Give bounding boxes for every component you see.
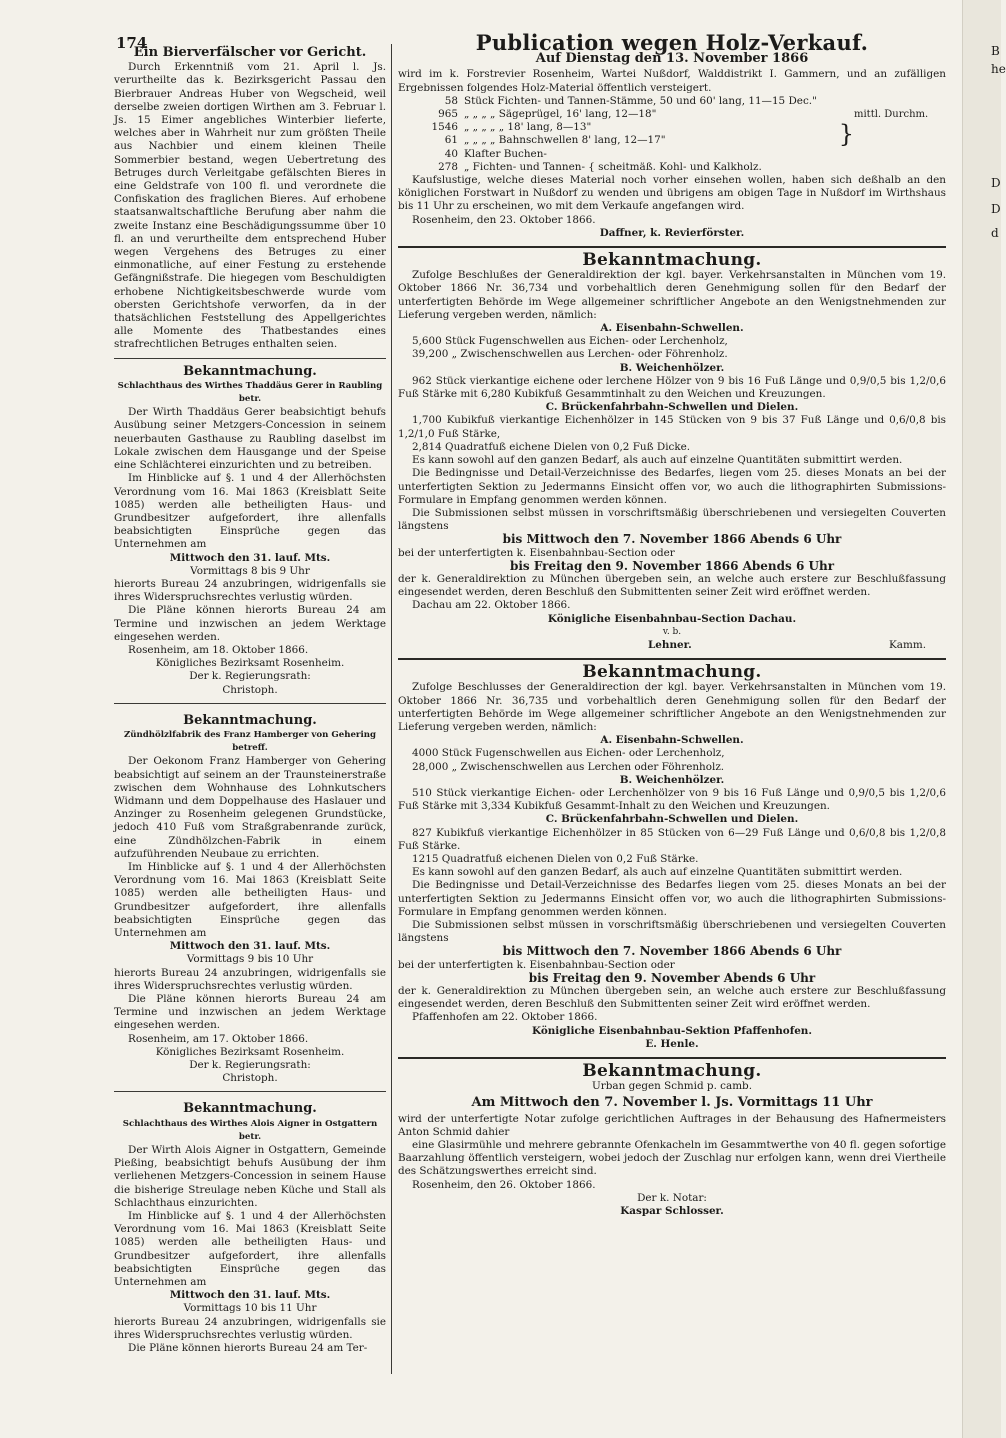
notice-office: Königliches Bezirksamt Rosenheim.: [155, 1045, 345, 1058]
section-heading: B. Weichenhölzer.: [619, 773, 725, 786]
auction-signature: Daffner, k. Revierförster.: [599, 226, 745, 239]
section-heading: C. Brückenfahrbahn-Schwellen und Dielen.: [545, 401, 799, 414]
item-line: 1,700 Kubikfuß vierkantige Eichenhölzer in 145 Stücken von 9 bis 37 Fuß Länge und 0,6/0,8 bis 1,2/1,0 Fuß Stärke,: [398, 414, 946, 440]
divider: [114, 358, 386, 359]
notice-intro: Zufolge Beschlußes der Generaldirektion der kgl. bayer. Verkehrsanstalten in München vom 19. Oktober 1866 Nr. 36,734 und vorbehaltlich deren Genehmigung sollen für den Bedarf der unterfertigten Behörde im Wege allgemeiner schriftlicher Angebote an den Wenigstnehmenden zur Lieferung vergeben werden, nämlich:: [398, 269, 946, 321]
notice-text: bei der unterfertigten k. Eisenbahnbau-Section oder: [398, 958, 675, 971]
divider: [398, 1057, 946, 1059]
item-line: 962 Stück vierkantige eichene oder lerchene Hölzer von 9 bis 16 Fuß Länge und 0,9/0,5 bis 1,2/0,6 Fuß Stärke mit 6,280 Kubikfuß Gesammtinhalt zu den Weichen und Kreuzungen.: [398, 374, 946, 401]
auction-text: Kaufslustige, welche dieses Material noch vorher einsehen wollen, haben sich deßhalb an den königlichen Forstwart in Nußdorf zu wenden und übrigens am obigen Tage in Nußdorf im Wirthshaus bis 11 Uhr zu erscheinen, wo mit dem Verkaufe angefangen wird.: [398, 174, 946, 213]
notice-date: Mittwoch den 31. lauf. Mts.: [169, 1289, 331, 1302]
item-line: 39,200 „ Zwischenschwellen aus Lerchen- oder Föhrenholz.: [412, 348, 728, 361]
publication-title: Publication wegen Holz-Verkauf.: [475, 30, 869, 55]
auction-place: Rosenheim, den 23. Oktober 1866.: [412, 213, 596, 226]
timber-row: 965 „ „ „ „ Sägeprügel, 16' lang, 12—18": [438, 108, 657, 121]
notice-text: Die Submissionen selbst müssen in vorschriftsmäßig überschriebenen und versiegelten Couverten längstens: [398, 919, 946, 945]
edge-letter: D: [991, 202, 1001, 216]
signature: E. Henle.: [645, 1037, 699, 1050]
notice-text: Die Pläne können hierorts Bureau 24 am Ter-: [128, 1342, 368, 1355]
edge-letter: D: [991, 176, 1001, 190]
notice-text: Der Oekonom Franz Hamberger von Gehering beabsichtigt auf seinem an der Traunsteinerstraße zwischen dem Wohnhause des Lohnkutschers Widmann und dem Doppelhause des Haslauer und Anzinger zu Rosenheim gelegenen Grundstücke, jedoch 410 Fuß vom Straßgrabenrande zurück, eine Zündhölzchen-Fabrik in einem aufzuführenden Neubaue zu errichten.: [114, 755, 386, 860]
item-line: 4000 Stück Fugenschwellen aus Eichen- oder Lerchenholz,: [412, 747, 725, 760]
section-heading: C. Brückenfahrbahn-Schwellen und Dielen.: [545, 813, 799, 826]
notice-text: hierorts Bureau 24 anzubringen, widrigenfalls sie ihres Widerspruchsrechtes verlustig würden.: [114, 577, 386, 604]
signature-row: [398, 639, 946, 652]
notice-office: Königliches Bezirksamt Rosenheim.: [155, 657, 345, 670]
notice-text: Die Pläne können hierorts Bureau 24 am Termine und inzwischen an jedem Werktage eingesehen werden.: [114, 604, 386, 643]
timber-list: [398, 95, 946, 174]
notice-text: bei der unterfertigten k. Eisenbahnbau-Section oder: [398, 546, 675, 559]
notice-office: Königliche Eisenbahnbau-Section Dachau.: [547, 612, 797, 625]
divider: [114, 703, 386, 704]
divider: [398, 658, 946, 660]
notice-office: Königliche Eisenbahnbau-Sektion Pfaffenhofen.: [532, 1024, 812, 1037]
notice-text: Die Pläne können hierorts Bureau 24 am Termine und inzwischen an jedem Werktage eingesehen werden.: [114, 993, 386, 1032]
divider: [114, 1091, 386, 1092]
item-line: 1215 Quadratfuß eichenen Dielen von 0,2 Fuß Stärke.: [412, 852, 699, 865]
timber-row: 1546 „ „ „ „ „ 18' lang, 8—13": [431, 121, 592, 134]
deadline-2: bis Freitag den 9. November Abends 6 Uhr: [528, 970, 816, 985]
notice-time: Vormittags 8 bis 9 Uhr: [190, 564, 310, 577]
notice-date: Mittwoch den 31. lauf. Mts.: [169, 940, 331, 953]
notice-place: Pfaffenhofen am 22. Oktober 1866.: [412, 1011, 598, 1024]
notice-title: Bekanntmachung.: [582, 250, 762, 271]
right-column: [398, 30, 946, 1218]
notice-title: Bekanntmachung.: [183, 363, 317, 379]
notice-time: Vormittags 9 bis 10 Uhr: [186, 953, 314, 966]
signature: Kaspar Schlosser.: [620, 1205, 724, 1218]
auction-date: Am Mittwoch den 7. November l. Js. Vormittags 11 Uhr: [471, 1095, 873, 1111]
adjacent-page-edge: [962, 0, 1006, 1438]
notice-time: Vormittags 10 bis 11 Uhr: [183, 1302, 317, 1315]
notice-title: Bekanntmachung.: [183, 1101, 317, 1117]
item-line: 2,814 Quadratfuß eichene Dielen von 0,2 Fuß Dicke.: [412, 440, 691, 453]
notice-text: Es kann sowohl auf den ganzen Bedarf, als auch auf einzelne Quantitäten submittirt werden.: [412, 454, 903, 467]
notice-title: Bekanntmachung.: [582, 662, 762, 683]
timber-row: 61 „ „ „ „ Bahnschwellen 8' lang, 12—17": [444, 134, 666, 147]
divider: [398, 246, 946, 248]
notice-text: der k. Generaldirektion zu München übergeben sein, an welche auch erstere zur Beschlußfassung eingesendet werden, deren Beschluß den Submittenten seiner Zeit wird eröffnet werden.: [398, 572, 946, 599]
notice-text: Die Bedingnisse und Detail-Verzeichnisse des Bedarfes, liegen vom 25. dieses Monats an bei der unterfertigten Sektion zu Jedermanns Einsicht offen vor, wo auch die lithographirten Submissions-Formulare in Empfang genommen werden können.: [398, 467, 946, 506]
edge-letter: he: [991, 62, 1006, 76]
notice-text: hierorts Bureau 24 anzubringen, widrigenfalls sie ihres Widerspruchsrechtes verlustig würden.: [114, 1315, 386, 1341]
notice-subtitle: Zündhölzlfabrik des Franz Hamberger von Gehering betreff.: [124, 729, 376, 754]
item-line: 510 Stück vierkantige Eichen- oder Lerchenhölzer von 9 bis 16 Fuß Länge und 0,9/0,5 bis 1,2/0,6 Fuß Stärke mit 3,334 Kubikfuß Gesammt-Inhalt zu den Weichen und Kreuzungen.: [398, 786, 946, 813]
notice-signature: Christoph.: [222, 683, 278, 696]
item-line: 5,600 Stück Fugenschwellen aus Eichen- oder Lerchenholz,: [412, 335, 728, 348]
notice-vb: v. b.: [662, 626, 682, 637]
notice-text: hierorts Bureau 24 anzubringen, widrigenfalls sie ihres Widerspruchsrechtes verlustig würden.: [114, 966, 386, 992]
section-heading: A. Eisenbahn-Schwellen.: [600, 322, 744, 335]
item-line: 827 Kubikfuß vierkantige Eichenhölzer in 85 Stücken von 6—29 Fuß Länge und 0,6/0,8 bis 1,2/0,8 Fuß Stärke.: [398, 826, 946, 852]
notice-date: Mittwoch den 31. lauf. Mts.: [169, 551, 331, 564]
auction-date: Auf Dienstag den 13. November 1866: [535, 51, 809, 67]
timber-row: 40 Klafter Buchen-: [444, 147, 547, 160]
notice-title: Bekanntmachung.: [582, 1061, 762, 1082]
notice-text: eine Glasirmühle und mehrere gebrannte Ofenkacheln im Gesammtwerthe von 40 fl. gegen sofortige Baarzahlung öffentlich versteigern, wobei jedoch der Zuschlag nur erfolgen kann, wenn drei Viertheile des Schätzungswerthes erreicht sind.: [398, 1139, 946, 1178]
deadline-2: bis Freitag den 9. November 1866 Abends 6 Uhr: [509, 558, 835, 573]
notice-text: Die Bedingnisse und Detail-Verzeichnisse des Bedarfes liegen vom 25. dieses Monats an bei der unterfertigten Sektion zu Jedermanns Einsicht offen vor, wo auch die lithographirten Submissions-Formulare in Empfang genommen werden können.: [398, 879, 946, 918]
notice-place: Dachau am 22. Oktober 1866.: [412, 599, 571, 612]
signature: Lehner.: [648, 638, 692, 651]
edge-letter: B: [991, 44, 1000, 58]
notice-text: Der Wirth Thaddäus Gerer beabsichtigt behufs Ausübung seiner Metzgers-Concession in seinem neuerbauten Gasthause zu Raubling daselbst im Lokale zwischen dem Hausgange und der Speise eine Schlächterei einzurichten und zu betreiben.: [114, 406, 386, 472]
deadline-1: bis Mittwoch den 7. November 1866 Abends 6 Uhr: [502, 532, 842, 547]
auction-intro: wird im k. Forstrevier Rosenheim, Wartei Nußdorf, Walddistrikt I. Gammern, und an zufälligen Ergebnissen folgendes Holz-Material öffentlich versteigert.: [398, 68, 946, 94]
deadline-1: bis Mittwoch den 7. November 1866 Abends 6 Uhr: [502, 944, 842, 959]
notice-subtitle: Urban gegen Schmid p. camb.: [592, 1080, 752, 1093]
notice-text: der k. Generaldirektion zu München übergeben sein, an welche auch erstere zur Beschlußfassung eingesendet werden, deren Beschluß den Submittenten seiner Zeit wird eröffnet werden.: [398, 985, 946, 1011]
signature: Kamm.: [889, 638, 926, 651]
notice-text: Im Hinblicke auf §. 1 und 4 der Allerhöchsten Verordnung vom 16. Mai 1863 (Kreisblatt Seite 1085) werden alle betheiligten Haus- und Grundbesitzer aufgefordert, ihre allenfalls beabsichtigten Einsprüche gegen das Unternehmen am: [114, 860, 386, 939]
column-divider: [391, 44, 392, 1374]
notice-place: Rosenheim, den 26. Oktober 1866.: [412, 1178, 596, 1191]
edge-letter: d: [991, 226, 999, 240]
notice-text: Im Hinblicke auf §. 1 und 4 der Allerhöchsten Verordnung vom 16. Mai 1863 (Kreisblatt Seite 1085) werden alle betheiligten Haus- und Grundbesitzer aufgefordert, ihre allenfalls beabsichtigten Einsprüche gegen das Unternehmen am: [114, 472, 386, 551]
notice-subtitle: Schlachthaus des Wirthes Thaddäus Gerer in Raubling betr.: [117, 380, 383, 405]
notice-text: Der Wirth Alois Aigner in Ostgattern, Gemeinde Pießing, beabsichtigt behufs Ausübung der ihm verliehenen Metzgers-Concession in seinem Hause die bisherige Streulage neben Küche und Stall als Schlachthaus einzurichten.: [114, 1144, 386, 1209]
notice-text: wird der unterfertigte Notar zufolge gerichtlichen Auftrages in der Behausung des Hafnermeisters Anton Schmid dahier: [398, 1112, 946, 1138]
item-line: 28,000 „ Zwischenschwellen aus Lerchen oder Föhrenholz.: [412, 760, 725, 773]
notice-intro: Zufolge Beschlusses der Generaldirection der kgl. bayer. Verkehrsanstalten in München vom 19. Oktober 1866 Nr. 36,735 und vorbehaltlich deren Genehmigung sollen für den Bedarf der unterfertigten Behörde im Wege allgemeiner schriftlicher Angebote an den Wenigstnehmenden zur Lieferung vergeben werden, nämlich:: [398, 681, 946, 733]
section-heading: A. Eisenbahn-Schwellen.: [600, 734, 744, 747]
notice-title: Bekanntmachung.: [183, 712, 317, 728]
notice-place: Rosenheim, am 17. Oktober 1866.: [128, 1032, 309, 1045]
notice-text: Es kann sowohl auf den ganzen Bedarf, als auch auf einzelne Quantitäten submittirt werden.: [412, 866, 903, 879]
brace-note: mittl. Durchm.: [854, 108, 929, 120]
left-column: [114, 34, 386, 1355]
article-text: Durch Erkenntniß vom 21. April l. Js. verurtheilte das k. Bezirksgericht Passau den Bierbrauer Andreas Huber von Wegscheid, weil derselbe zweien dortigen Wirthen am 3. Februar l. Js. 15 Eimer angebliches Winterbier lieferte, welches aber in Wahrheit nur zum größten Theile aus Nachbier und einem kleinen Theile Sommerbier bestand, wegen Uebertretung des Betruges durch Verleitgabe gefälschten Bieres in eine Geldstrafe von 100 fl. und verordnete die Confiskation des fraglichen Bieres. Auf erhobene staatsanwaltschaftliche Berufung aber nahm die zweite Instanz eine Beschädigungssumme über 10 fl. an und verurtheilte dem entsprechend Huber wegen Vergehens des Betruges zu einer einmonatliche, auf einer Festung zu erstehende Gefängnißstrafe. Die hiegegen vom Beschuldigten erhobene Nichtigkeitsbeschwerde wurde vom obersten Gerichtshofe verworfen, da in der thatsächlichen Feststellung des Appellgerichtes alle Momente des Thatbestandes eines strafrechtlichen Betruges enthalten seien.: [114, 61, 386, 351]
notice-place: Rosenheim, am 18. Oktober 1866.: [128, 643, 309, 656]
notice-text: Im Hinblicke auf §. 1 und 4 der Allerhöchsten Verordnung vom 16. Mai 1863 (Kreisblatt Seite 1085) werden alle betheiligten Haus- und Grundbesitzer aufgefordert, ihre allenfalls beabsichtigten Einsprüche gegen das Unternehmen am: [114, 1210, 386, 1289]
notice-subtitle: Schlachthaus des Wirthes Alois Aigner in Ostgattern betr.: [122, 1118, 378, 1142]
brace-glyph: }: [838, 120, 854, 149]
notice-rank: Der k. Notar:: [637, 1191, 707, 1204]
timber-row: 58 Stück Fichten- und Tannen-Stämme, 50 und 60' lang, 11—15 Dec.": [444, 94, 817, 107]
notice-rank: Der k. Regierungsrath:: [189, 1059, 311, 1072]
notice-text: Die Submissionen selbst müssen in vorschriftsmäßig überschriebenen und versiegelten Couverten längstens: [398, 506, 946, 533]
section-heading: B. Weichenhölzer.: [619, 361, 725, 374]
notice-rank: Der k. Regierungsrath:: [189, 670, 311, 683]
timber-row: 278 „ Fichten- und Tannen- { scheitmäß. Kohl- und Kalkholz.: [438, 160, 762, 173]
page-number: 174: [116, 34, 148, 52]
notice-signature: Christoph.: [222, 1072, 278, 1085]
article-title: Ein Bierverfälscher vor Gericht.: [133, 45, 367, 60]
